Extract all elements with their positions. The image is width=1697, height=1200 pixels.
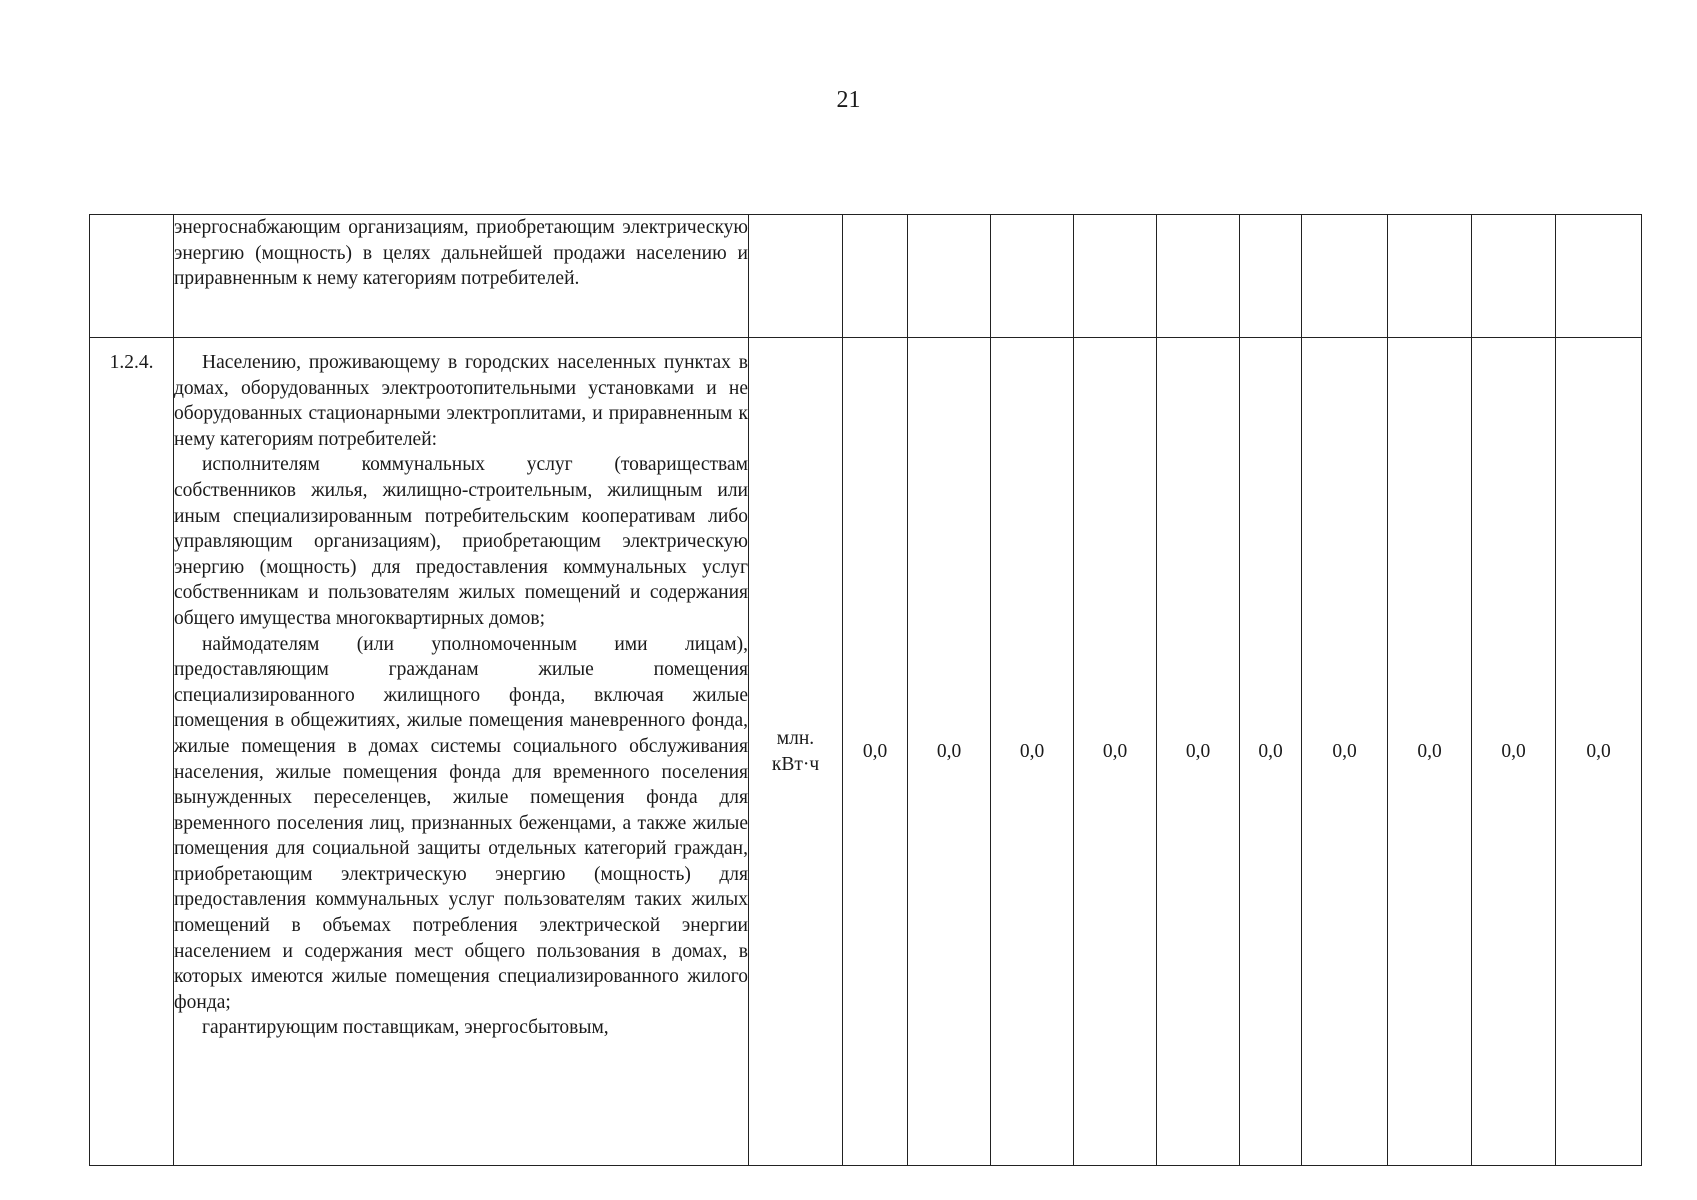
unit-line: млн.: [776, 727, 815, 749]
value-cell: [1472, 215, 1556, 338]
row-description-cell: [174, 215, 749, 338]
description-paragraph: исполнителям коммунальных услуг (товариществам собственников жилья, жилищно-строительным, жилищным или иным специализированным потребительским кооперативам либо управляющим организациям), приобретающим электрическую энергию (мощность) для предоставления коммунальных услуг собственникам и пользователям жилых помещений и содержания общего имущества многоквартирных домов;: [174, 454, 748, 629]
value-cell: 0,0: [991, 338, 1074, 1166]
description-paragraph: Населению, проживающему в городских населенных пунктах в домах, оборудованных электроотопительными установками и не оборудованных стационарными электроплитами, и приравненным к нему категориям потребителей:: [174, 352, 748, 450]
value-cell: [1157, 215, 1240, 338]
row-description-cell: [174, 338, 749, 1166]
unit-cell: [749, 215, 843, 338]
value-cell: 0,0: [1472, 338, 1556, 1166]
value-cell: [1302, 215, 1388, 338]
value-cell: [908, 215, 991, 338]
description-paragraph: энергоснабжающим организациям, приобретающим электрическую энергию (мощность) в целях дальнейшей продажи населению и приравненным к нему категориям потребителей.: [174, 217, 748, 290]
value-cell: 0,0: [1388, 338, 1472, 1166]
page-number: 21: [836, 87, 861, 113]
value-cell: [1388, 215, 1472, 338]
value-cell: 0,0: [1302, 338, 1388, 1166]
table-row: [90, 215, 1642, 338]
row-number-cell: 1.2.4.: [90, 338, 174, 1166]
value-cell: [1074, 215, 1157, 338]
unit-cell: [749, 338, 843, 1166]
value-cell: 0,0: [843, 338, 908, 1166]
description-paragraph: наймодателям (или уполномоченным ими лицам), предоставляющим гражданам жилые помещения специализированного жилищного фонда, включая жилые помещения в общежитиях, жилые помещения маневренного фонда, жилые помещения в домах системы социального обслуживания населения, жилые помещения фонда для временного поселения вынужденных переселенцев, жилые помещения фонда для временного поселения лиц, признанных беженцами, а также жилые помещения для социальной защиты отдельных категорий граждан, приобретающим электрическую энергию (мощность) для предоставления коммунальных услуг пользователям таких жилых помещений в объемах потребления электрической энергии населением и содержания мест общего пользования в домах, в которых имеются жилые помещения специализированного жилого фонда;: [174, 633, 748, 1013]
row-number-cell: [90, 215, 174, 338]
value-cell: 0,0: [1556, 338, 1642, 1166]
data-table: [89, 214, 1642, 1166]
value-cell: 0,0: [908, 338, 991, 1166]
unit-line: кВт·ч: [771, 753, 820, 775]
table-row: [90, 338, 1642, 1166]
value-cell: [1556, 215, 1642, 338]
value-cell: [1240, 215, 1302, 338]
value-cell: [843, 215, 908, 338]
value-cell: 0,0: [1074, 338, 1157, 1166]
value-cell: [991, 215, 1074, 338]
description-paragraph: гарантирующим поставщикам, энергосбытовым,: [202, 1017, 609, 1039]
value-cell: 0,0: [1157, 338, 1240, 1166]
value-cell: 0,0: [1240, 338, 1302, 1166]
